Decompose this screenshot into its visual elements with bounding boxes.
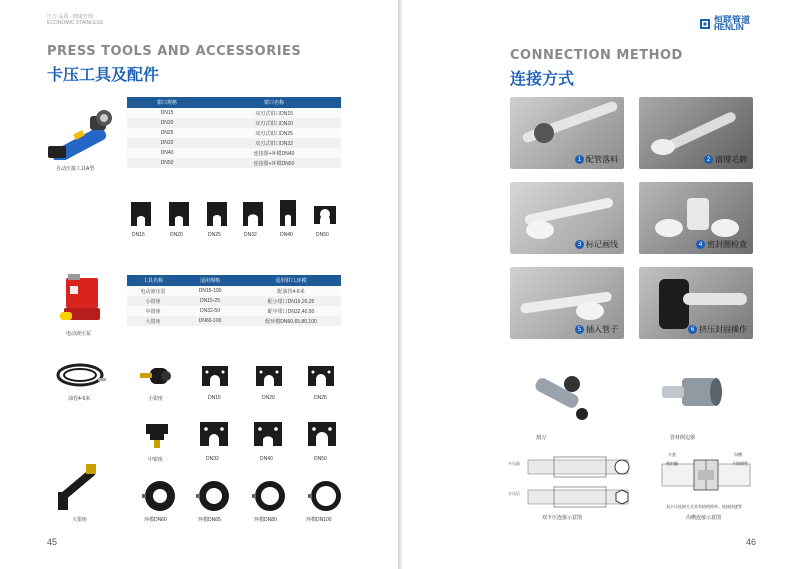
jaw-label: DN20 bbox=[170, 232, 183, 238]
small-jaw-dn15-image bbox=[200, 364, 230, 388]
ring-die-label: 环模DN80 bbox=[254, 517, 277, 523]
step-label: 配管落料 bbox=[586, 155, 618, 164]
table-row: 电动液压泵 DN15-100 配油管4-6米 bbox=[127, 286, 341, 296]
jaw-label: DN25 bbox=[314, 395, 327, 401]
step-photo-2 bbox=[639, 97, 753, 169]
jaw-dn40-image bbox=[276, 198, 300, 228]
press-tool-a-image bbox=[46, 108, 120, 160]
brand-logo bbox=[699, 16, 750, 32]
step-number: 1 bbox=[575, 155, 584, 164]
table-row: 中钳座 DN32-50 配中钳口DN32,40,50 bbox=[127, 306, 341, 316]
breadcrumb: 压力 品质 · 健康管理 ECONOMIC STAINLESS bbox=[47, 14, 104, 26]
table-header: 钳口名称 bbox=[207, 97, 341, 108]
right-page bbox=[402, 0, 800, 569]
table-row: DN20 双刃式钳口DN20 bbox=[127, 118, 341, 128]
jaw-label: DN40 bbox=[260, 456, 273, 462]
page-number: 45 bbox=[47, 537, 58, 547]
ring-die-dn80-image bbox=[252, 480, 288, 512]
mid-jaw-dn32-image bbox=[198, 420, 230, 448]
ring-die-dn100-image bbox=[308, 480, 344, 512]
step-photo-3 bbox=[510, 182, 624, 254]
jaw-dn20-image bbox=[166, 200, 192, 228]
step-label: 标记画线 bbox=[586, 240, 618, 249]
pump-caption: 电动液压泵 bbox=[66, 331, 92, 337]
table-row: 小钳座 DN15-25 配小钳口DN15,20,25 bbox=[127, 296, 341, 306]
mid-jaw-dn50-image bbox=[306, 420, 338, 448]
small-jaw-dn20-image bbox=[254, 364, 284, 388]
deburr-tool-image bbox=[658, 372, 728, 412]
jaw-dn32-image bbox=[240, 200, 266, 228]
ring-die-label: 环模DN65 bbox=[198, 517, 221, 523]
deburr-caption: 管材倒边器 bbox=[670, 435, 696, 441]
table-header: 适用规格 bbox=[179, 275, 241, 286]
jaw-label: DN50 bbox=[316, 232, 329, 238]
step-photo-6 bbox=[639, 267, 753, 339]
step-label: 插入管子 bbox=[586, 325, 618, 334]
diagram-label: 密封圈 bbox=[666, 461, 678, 466]
step-photo-5 bbox=[510, 267, 624, 339]
diagram-note: 双卡压连接方式具有结构简单、连接快速等 bbox=[666, 504, 742, 509]
small-head-image bbox=[136, 362, 174, 390]
page-title-en: CONNECTION METHOD bbox=[510, 48, 683, 63]
jaw-label: DN15 bbox=[208, 395, 221, 401]
ring-die-label: 环模DN100 bbox=[306, 517, 332, 523]
step-photo-4 bbox=[639, 182, 753, 254]
table-row: 大钳座 DN60-100 配环模DN60,65,80,100 bbox=[127, 316, 341, 326]
jaw-label: DN32 bbox=[206, 456, 219, 462]
pump-spec-table bbox=[127, 275, 341, 326]
page-number: 46 bbox=[745, 537, 756, 547]
step-number: 6 bbox=[688, 325, 697, 334]
step-number: 5 bbox=[575, 325, 584, 334]
table-row: DN50 连接器+环模DN50 bbox=[127, 158, 341, 168]
table-row: DN32 双刃式钳口DN32 bbox=[127, 138, 341, 148]
step-label: 挤压封固操作 bbox=[699, 325, 747, 334]
step-number: 2 bbox=[704, 155, 713, 164]
diagram-label: 不锈钢管 bbox=[732, 461, 748, 466]
big-head-caption: 大钳座 bbox=[72, 517, 88, 523]
diagram-label: 沟槽 bbox=[734, 452, 742, 457]
pipe-cutter-image bbox=[530, 372, 594, 424]
jaw-dn25-image bbox=[204, 200, 230, 228]
diagram-label: 卡压前 bbox=[508, 461, 520, 466]
ring-die-dn65-image bbox=[196, 480, 232, 512]
jaw-dn50-image bbox=[312, 202, 338, 226]
page-title-en: PRESS TOOLS AND ACCESSORIES bbox=[47, 44, 302, 59]
mid-jaw-dn40-image bbox=[252, 420, 284, 448]
page-title-cn: 卡压工具及配件 bbox=[47, 65, 160, 84]
jaw-label: DN32 bbox=[244, 232, 257, 238]
logo-cn: 恒联管道 bbox=[714, 15, 751, 25]
logo-en: HENLIN bbox=[714, 23, 744, 32]
small-head-caption: 小钳座 bbox=[148, 396, 164, 402]
mid-head-image bbox=[140, 420, 174, 452]
table-header: 工具名称 bbox=[127, 275, 179, 286]
table-header: 钳口规格 bbox=[127, 97, 207, 108]
jaw-spec-table bbox=[127, 97, 341, 168]
table-row: DN15 双刃式钳口DN15 bbox=[127, 108, 341, 118]
diagram1-caption: 双卡压连接示意图 bbox=[542, 515, 583, 521]
tool-a-caption: 自动压接工具A型 bbox=[56, 166, 95, 172]
step-photo-1 bbox=[510, 97, 624, 169]
hose-caption: 油管4-6米 bbox=[68, 396, 91, 402]
jaw-label: DN20 bbox=[262, 395, 275, 401]
table-row: DN25 双刃式钳口DN25 bbox=[127, 128, 341, 138]
step-label: 清理毛刺 bbox=[715, 155, 747, 164]
page-title-cn: 连接方式 bbox=[510, 69, 575, 88]
jaw-label: DN15 bbox=[132, 232, 145, 238]
double-press-diagram bbox=[510, 452, 646, 510]
mid-head-caption: 中钳座 bbox=[148, 457, 164, 463]
diagram-label: 卡压后 bbox=[508, 491, 520, 496]
small-jaw-dn25-image bbox=[306, 364, 336, 388]
logo-icon bbox=[699, 18, 711, 30]
left-page bbox=[0, 0, 398, 569]
ring-die-dn60-image bbox=[142, 480, 178, 512]
table-header: 适用钳口,环模 bbox=[241, 275, 341, 286]
diagram-label: 卡套 bbox=[668, 452, 676, 457]
big-head-image bbox=[52, 462, 110, 512]
ring-die-label: 环模DN60 bbox=[144, 517, 167, 523]
cutter-caption: 割刀 bbox=[536, 435, 547, 441]
step-number: 3 bbox=[575, 240, 584, 249]
step-number: 4 bbox=[696, 240, 705, 249]
jaw-label: DN50 bbox=[314, 456, 327, 462]
jaw-label: DN25 bbox=[208, 232, 221, 238]
jaw-label: DN40 bbox=[280, 232, 293, 238]
table-row: DN40 连接器+环模DN40 bbox=[127, 148, 341, 158]
electric-pump-image bbox=[60, 272, 104, 324]
hose-image bbox=[54, 360, 106, 390]
step-label: 密封圈检查 bbox=[707, 240, 747, 249]
jaw-dn15-image bbox=[128, 200, 154, 228]
diagram2-caption: 沟槽连接示意图 bbox=[686, 515, 722, 521]
